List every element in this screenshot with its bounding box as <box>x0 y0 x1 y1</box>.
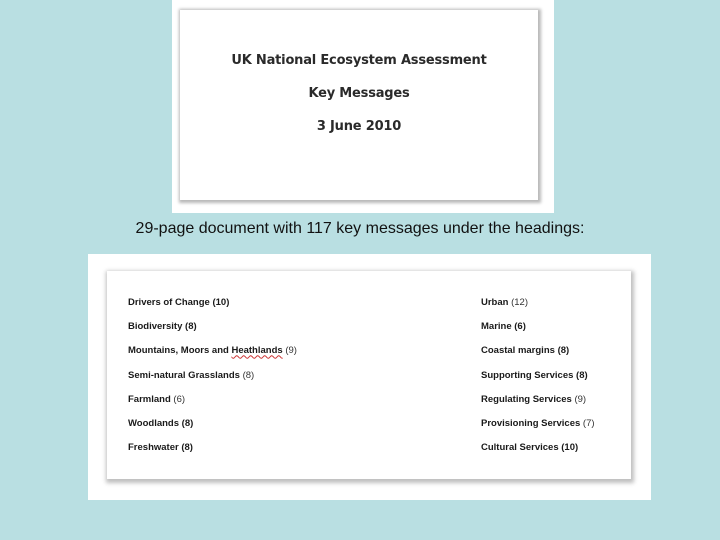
heading-item <box>128 369 297 393</box>
heading-name: Mountains, Moors and <box>128 345 229 357</box>
heading-name: Coastal margins <box>481 345 555 357</box>
headings-left-column <box>128 296 297 465</box>
heading-count: (8) <box>557 345 570 357</box>
heading-name: Biodiversity <box>128 321 183 333</box>
heading-count: (9) <box>285 345 297 357</box>
heading-item <box>128 320 297 344</box>
heading-count: (8) <box>576 369 588 381</box>
cover-page <box>180 10 538 200</box>
cover-image <box>172 0 554 213</box>
heading-count: (8) <box>185 321 197 333</box>
heading-item <box>128 417 297 441</box>
heading-item <box>128 344 297 368</box>
heading-name: Cultural Services <box>481 442 559 454</box>
cover-subtitle: Key Messages <box>308 86 410 101</box>
heading-item <box>128 296 297 320</box>
heading-count: (7) <box>582 417 595 429</box>
heading-name-underlined: Heathlands <box>231 345 283 357</box>
cover-date: 3 June 2010 <box>316 119 402 134</box>
heading-count: (8) <box>181 417 194 429</box>
heading-name: Regulating Services <box>481 393 572 405</box>
heading-name: Supporting Services <box>481 369 574 381</box>
heading-name: Farmland <box>128 393 171 405</box>
heading-count: (6) <box>514 321 526 333</box>
heading-item <box>481 417 595 441</box>
heading-item <box>481 369 595 393</box>
heading-name: Marine <box>481 321 512 333</box>
heading-name: Urban <box>481 297 509 308</box>
heading-count: (12) <box>511 297 528 308</box>
heading-item <box>481 296 595 320</box>
heading-name: Woodlands <box>128 417 180 429</box>
headings-page <box>107 271 631 479</box>
caption: 29-page document with 117 key messages under the headings: <box>135 220 585 237</box>
heading-item <box>481 393 595 417</box>
heading-item <box>481 344 595 368</box>
heading-count: (6) <box>173 393 186 405</box>
heading-item <box>128 393 297 417</box>
heading-item <box>128 441 297 465</box>
heading-name: Provisioning Services <box>481 417 581 429</box>
headings-image <box>88 254 651 500</box>
heading-item <box>481 441 595 465</box>
heading-name: Freshwater <box>128 442 179 454</box>
heading-count: (9) <box>574 393 587 405</box>
heading-item <box>481 320 595 344</box>
heading-count: (8) <box>181 442 193 454</box>
heading-name: Semi-natural Grasslands <box>128 369 240 381</box>
cover-title: UK National Ecosystem Assessment <box>231 53 487 68</box>
heading-count: (8) <box>242 369 255 381</box>
heading-name: Drivers of Change <box>128 297 210 308</box>
headings-right-column <box>481 296 595 465</box>
heading-count: (10) <box>561 442 579 454</box>
heading-count: (10) <box>212 297 230 308</box>
